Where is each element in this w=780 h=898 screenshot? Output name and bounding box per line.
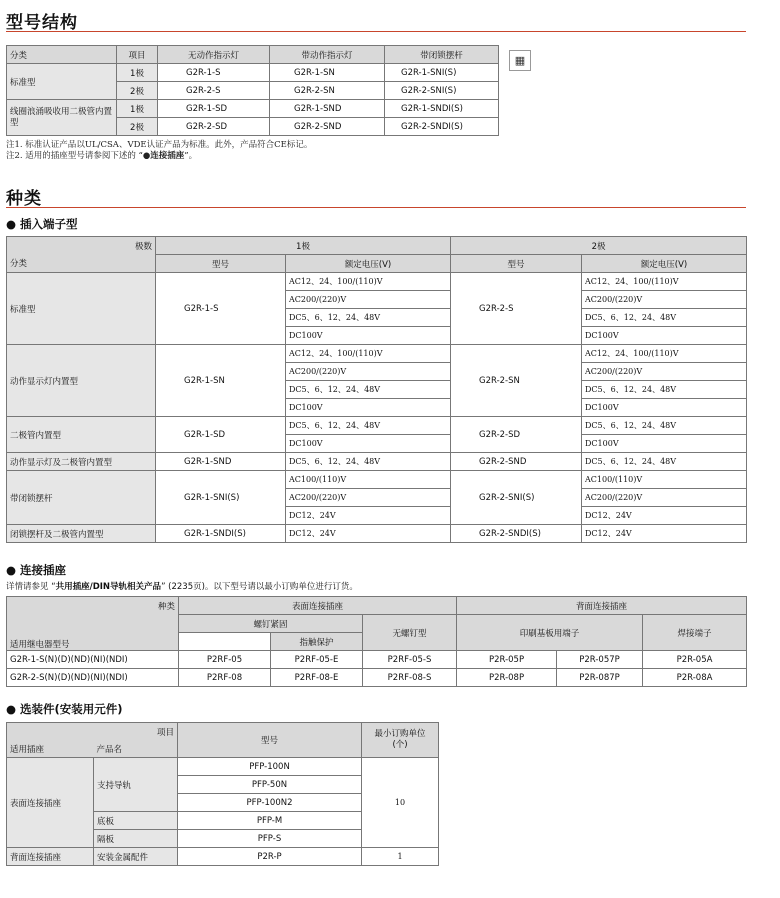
voltage-1pole: AC200/(220)V bbox=[286, 489, 451, 507]
type-category: 动作显示灯内置型 bbox=[7, 345, 156, 417]
socket-model: P2R-05A bbox=[643, 651, 747, 669]
item-1pole: 1极 bbox=[117, 64, 158, 82]
socket-back: 背面连接插座 bbox=[7, 848, 94, 866]
sockets-description: 详情请参见 “共用插座/DIN导轨相关产品” (2235页)。以下型号请以最小订购单位进行订货。 bbox=[6, 582, 358, 592]
voltage-2pole: DC5、6、12、24、48V bbox=[582, 417, 747, 435]
voltage-2pole: AC12、24、100/(110)V bbox=[582, 273, 747, 291]
voltage-1pole: DC100V bbox=[286, 435, 451, 453]
header-socket: 适用插座 bbox=[7, 740, 94, 758]
relay-model-1pole: G2R-1-S(N)(D)(ND)(NI)(NDI) bbox=[7, 651, 179, 669]
voltage-2pole: AC12、24、100/(110)V bbox=[582, 345, 747, 363]
voltage-2pole: DC5、6、12、24、48V bbox=[582, 381, 747, 399]
voltage-2pole: DC12、24V bbox=[582, 507, 747, 525]
header-1pole: 1极 bbox=[156, 237, 451, 255]
header-category: 分类 bbox=[7, 46, 117, 64]
voltage-1pole: AC200/(220)V bbox=[286, 363, 451, 381]
subtitle-sockets: ● 连接插座 bbox=[6, 563, 67, 577]
voltage-1pole: DC12、24V bbox=[286, 525, 451, 543]
model-cell: G2R-1-SNI(S) bbox=[385, 64, 499, 82]
type-category: 二极管内置型 bbox=[7, 417, 156, 453]
type-model-2pole: G2R-2-SNI(S) bbox=[451, 471, 582, 525]
header-item: 项目 bbox=[7, 723, 178, 741]
header-pcb-terminal: 印刷基板用端子 bbox=[457, 615, 643, 651]
header-latching-lever: 带闭锁摆杆 bbox=[385, 46, 499, 64]
socket-model: P2R-057P bbox=[557, 651, 643, 669]
model-structure-table bbox=[6, 45, 499, 136]
product-rail: 支持导轨 bbox=[94, 758, 178, 812]
voltage-1pole: DC12、24V bbox=[286, 507, 451, 525]
types-table bbox=[6, 236, 747, 543]
product-base: 底板 bbox=[94, 812, 178, 830]
voltage-2pole: AC200/(220)V bbox=[582, 363, 747, 381]
socket-model: P2RF-08-S bbox=[363, 669, 457, 687]
model-cell: G2R-2-SNDI(S) bbox=[385, 118, 499, 136]
voltage-1pole: DC5、6、12、24、48V bbox=[286, 309, 451, 327]
model-cell: G2R-1-S bbox=[158, 64, 270, 82]
voltage-2pole: DC100V bbox=[582, 327, 747, 345]
voltage-2pole: DC100V bbox=[582, 435, 747, 453]
model-cell: G2R-1-SND bbox=[270, 100, 385, 118]
voltage-2pole: AC100/(110)V bbox=[582, 471, 747, 489]
header-with-indicator: 带动作指示灯 bbox=[270, 46, 385, 64]
type-model-1pole: G2R-1-S bbox=[156, 273, 286, 345]
header-no-indicator: 无动作指示灯 bbox=[158, 46, 270, 64]
model-cell: G2R-2-SN bbox=[270, 82, 385, 100]
title-rule bbox=[6, 207, 746, 208]
socket-front: 表面连接插座 bbox=[7, 758, 94, 848]
option-model: PFP-M bbox=[178, 812, 362, 830]
voltage-1pole: AC12、24、100/(110)V bbox=[286, 273, 451, 291]
item-1pole: 1极 bbox=[117, 100, 158, 118]
socket-model: P2RF-05-E bbox=[271, 651, 363, 669]
options-table bbox=[6, 722, 439, 866]
socket-model: P2RF-08-E bbox=[271, 669, 363, 687]
category-diode: 线圈浪涌吸收用二极管内置型 bbox=[7, 100, 117, 136]
option-model: PFP-100N2 bbox=[178, 794, 362, 812]
model-cell: G2R-1-SNDI(S) bbox=[385, 100, 499, 118]
voltage-1pole: AC200/(220)V bbox=[286, 291, 451, 309]
common-socket-link[interactable]: 共用插座/DIN导轨相关产品 bbox=[55, 582, 162, 592]
socket-model: P2R-05P bbox=[457, 651, 557, 669]
header-finger-protect: 指触保护 bbox=[271, 633, 363, 651]
moq-1: 1 bbox=[362, 848, 439, 866]
voltage-1pole: DC5、6、12、24、48V bbox=[286, 417, 451, 435]
header-back-socket: 背面连接插座 bbox=[457, 597, 747, 615]
socket-model: P2RF-08 bbox=[179, 669, 271, 687]
item-2pole: 2极 bbox=[117, 82, 158, 100]
header-item: 项目 bbox=[117, 46, 158, 64]
voltage-1pole: DC5、6、12、24、48V bbox=[286, 453, 451, 471]
relay-model-2pole: G2R-2-S(N)(D)(ND)(NI)(NDI) bbox=[7, 669, 179, 687]
socket-model: P2RF-05 bbox=[179, 651, 271, 669]
type-model-1pole: G2R-1-SNDI(S) bbox=[156, 525, 286, 543]
type-model-2pole: G2R-2-S bbox=[451, 273, 582, 345]
moq-10: 10 bbox=[362, 758, 439, 848]
voltage-1pole: AC12、24、100/(110)V bbox=[286, 345, 451, 363]
type-model-1pole: G2R-1-SND bbox=[156, 453, 286, 471]
socket-model: P2R-08A bbox=[643, 669, 747, 687]
header-model: 型号 bbox=[178, 723, 362, 758]
title-rule bbox=[6, 31, 746, 32]
header-voltage: 额定电压(V) bbox=[582, 255, 747, 273]
section-title-model-structure: 型号结构 bbox=[6, 13, 78, 33]
option-model: PFP-50N bbox=[178, 776, 362, 794]
option-model: P2R-P bbox=[178, 848, 362, 866]
model-cell: G2R-1-SD bbox=[158, 100, 270, 118]
voltage-1pole: DC5、6、12、24、48V bbox=[286, 381, 451, 399]
model-cell: G2R-2-SNI(S) bbox=[385, 82, 499, 100]
option-model: PFP-100N bbox=[178, 758, 362, 776]
header-type: 种类 bbox=[7, 597, 179, 615]
voltage-2pole: DC100V bbox=[582, 399, 747, 417]
header-moq: 最小订购单位 (个) bbox=[362, 723, 439, 758]
header-category: 分类 bbox=[7, 255, 156, 273]
type-category: 闭锁摆杆及二极管内置型 bbox=[7, 525, 156, 543]
sockets-table bbox=[6, 596, 747, 687]
type-category: 带闭锁摆杆 bbox=[7, 471, 156, 525]
section-title-types: 种类 bbox=[6, 189, 42, 209]
type-model-2pole: G2R-2-SNDI(S) bbox=[451, 525, 582, 543]
note-1: 注1. 标准认证产品以UL/CSA、VDE认证产品为标准。此外，产品符合CE标记。 bbox=[6, 140, 313, 150]
header-model: 型号 bbox=[156, 255, 286, 273]
category-standard: 标准型 bbox=[7, 64, 117, 100]
header-screwless: 无螺钉型 bbox=[363, 615, 457, 651]
type-category: 标准型 bbox=[7, 273, 156, 345]
header-front-socket: 表面连接插座 bbox=[179, 597, 457, 615]
option-model: PFP-S bbox=[178, 830, 362, 848]
header-screw: 螺钉紧固 bbox=[179, 615, 363, 633]
voltage-2pole: DC5、6、12、24、48V bbox=[582, 453, 747, 471]
header-voltage: 额定电压(V) bbox=[286, 255, 451, 273]
socket-model: P2RF-05-S bbox=[363, 651, 457, 669]
header-poles: 极数 bbox=[7, 237, 156, 255]
subtitle-plug-in: ● 插入端子型 bbox=[6, 217, 78, 231]
note-2: 注2. 适用的插座型号请参阅下述的 “●连接插座”。 bbox=[6, 151, 198, 161]
model-cell: G2R-2-S bbox=[158, 82, 270, 100]
voltage-2pole: DC12、24V bbox=[582, 525, 747, 543]
socket-model: P2R-08P bbox=[457, 669, 557, 687]
product-separator: 隔板 bbox=[94, 830, 178, 848]
type-category: 动作显示灯及二极管内置型 bbox=[7, 453, 156, 471]
header-relay-model: 适用继电器型号 bbox=[7, 615, 179, 651]
model-cell: G2R-2-SD bbox=[158, 118, 270, 136]
header-2pole: 2极 bbox=[451, 237, 747, 255]
qr-code-icon[interactable]: ▦ bbox=[509, 50, 531, 71]
model-cell: G2R-2-SND bbox=[270, 118, 385, 136]
header-product: 产品名 bbox=[94, 740, 178, 758]
product-mount: 安装金属配件 bbox=[94, 848, 178, 866]
model-cell: G2R-1-SN bbox=[270, 64, 385, 82]
subtitle-options: ● 选装件(安装用元件) bbox=[6, 702, 123, 716]
voltage-2pole: AC200/(220)V bbox=[582, 291, 747, 309]
voltage-2pole: DC5、6、12、24、48V bbox=[582, 309, 747, 327]
type-model-1pole: G2R-1-SNI(S) bbox=[156, 471, 286, 525]
note-2-link[interactable]: ●连接插座 bbox=[142, 151, 185, 161]
header-model: 型号 bbox=[451, 255, 582, 273]
voltage-1pole: DC100V bbox=[286, 399, 451, 417]
type-model-1pole: G2R-1-SD bbox=[156, 417, 286, 453]
voltage-1pole: DC100V bbox=[286, 327, 451, 345]
header-solder-terminal: 焊接端子 bbox=[643, 615, 747, 651]
type-model-2pole: G2R-2-SN bbox=[451, 345, 582, 417]
item-2pole: 2极 bbox=[117, 118, 158, 136]
voltage-1pole: AC100/(110)V bbox=[286, 471, 451, 489]
type-model-2pole: G2R-2-SD bbox=[451, 417, 582, 453]
voltage-2pole: AC200/(220)V bbox=[582, 489, 747, 507]
type-model-2pole: G2R-2-SND bbox=[451, 453, 582, 471]
type-model-1pole: G2R-1-SN bbox=[156, 345, 286, 417]
socket-model: P2R-087P bbox=[557, 669, 643, 687]
